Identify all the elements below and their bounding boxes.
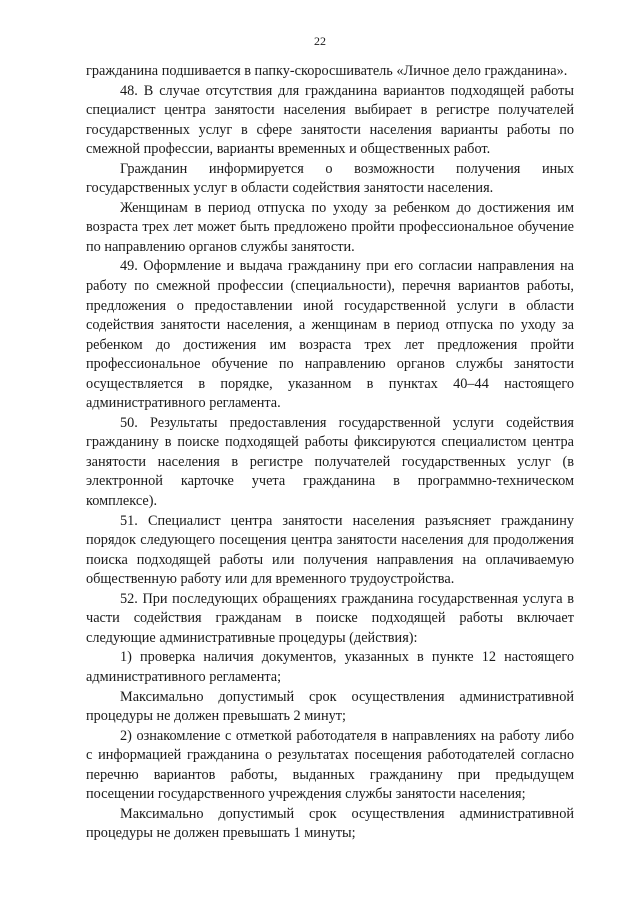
document-body bbox=[86, 62, 574, 844]
paragraph-51: 51. Специалист центра занятости населения разъясняет гражданину порядок следующего посещения центра занятости населения для продолжения поиска подходящей работы или получения направления на оплачиваемую общественную работу или для временного трудоустройства. bbox=[86, 512, 574, 588]
paragraph-women-training: Женщинам в период отпуска по уходу за ребенком до достижения им возраста трех лет может быть предложено пройти профессиональное обучение по направлению органов службы занятости. bbox=[86, 199, 574, 255]
paragraph-informing: Гражданин информируется о возможности получения иных государственных услуг в области содействия занятости населения. bbox=[86, 160, 574, 197]
time-limit-2: Максимально допустимый срок осуществления административной процедуры не должен превышать 1 минуты; bbox=[86, 805, 574, 842]
time-limit-1: Максимально допустимый срок осуществления административной процедуры не должен превышать 2 минут; bbox=[86, 688, 574, 725]
list-item-2: 2) ознакомление с отметкой работодателя в направлениях на работу либо с информацией гражданина о результатах посещения работодателей согласно перечню вариантов работы, выданных гражданину при предыдущем посещении государственного учреждения службы занятости населения; bbox=[86, 727, 574, 803]
paragraph-52: 52. При последующих обращениях гражданина государственная услуга в части содействия гражданам в поиске подходящей работы включает следующие административные процедуры (действия): bbox=[86, 590, 574, 646]
paragraph-48: 48. В случае отсутствия для гражданина вариантов подходящей работы специалист центра занятости населения выбирает в регистре получателей государственных услуг в сфере занятости населения варианты работы по смежной профессии, варианты временных и общественных работ. bbox=[86, 82, 574, 158]
list-item-1: 1) проверка наличия документов, указанных в пункте 12 настоящего административного регламента; bbox=[86, 649, 574, 685]
paragraph-49: 49. Оформление и выдача гражданину при его согласии направления на работу по смежной профессии (специальности), перечня вариантов работы, предложения о предоставлении иной государственной услуги в области содействия занятости населения, а женщинам в период отпуска по уходу за ребенком до достижения им возраста трех лет предложения пройти профессиональное обучение по направлению органов службы занятости осуществляется в порядке, указанном в пунктах 40–44 настоящего административного регламента. bbox=[86, 258, 574, 412]
paragraph-continuation: гражданина подшивается в папку-скоросшиватель «Личное дело гражданина». bbox=[86, 63, 568, 79]
page-number: 22 bbox=[314, 34, 326, 48]
paragraph-50: 50. Результаты предоставления государственной услуги содействия гражданину в поиске подходящей работы фиксируются специалистом центра занятости населения в регистре получателей государственных услуг (в электронной карточке учета гражданина в программно-техническом комплексе). bbox=[86, 414, 574, 510]
